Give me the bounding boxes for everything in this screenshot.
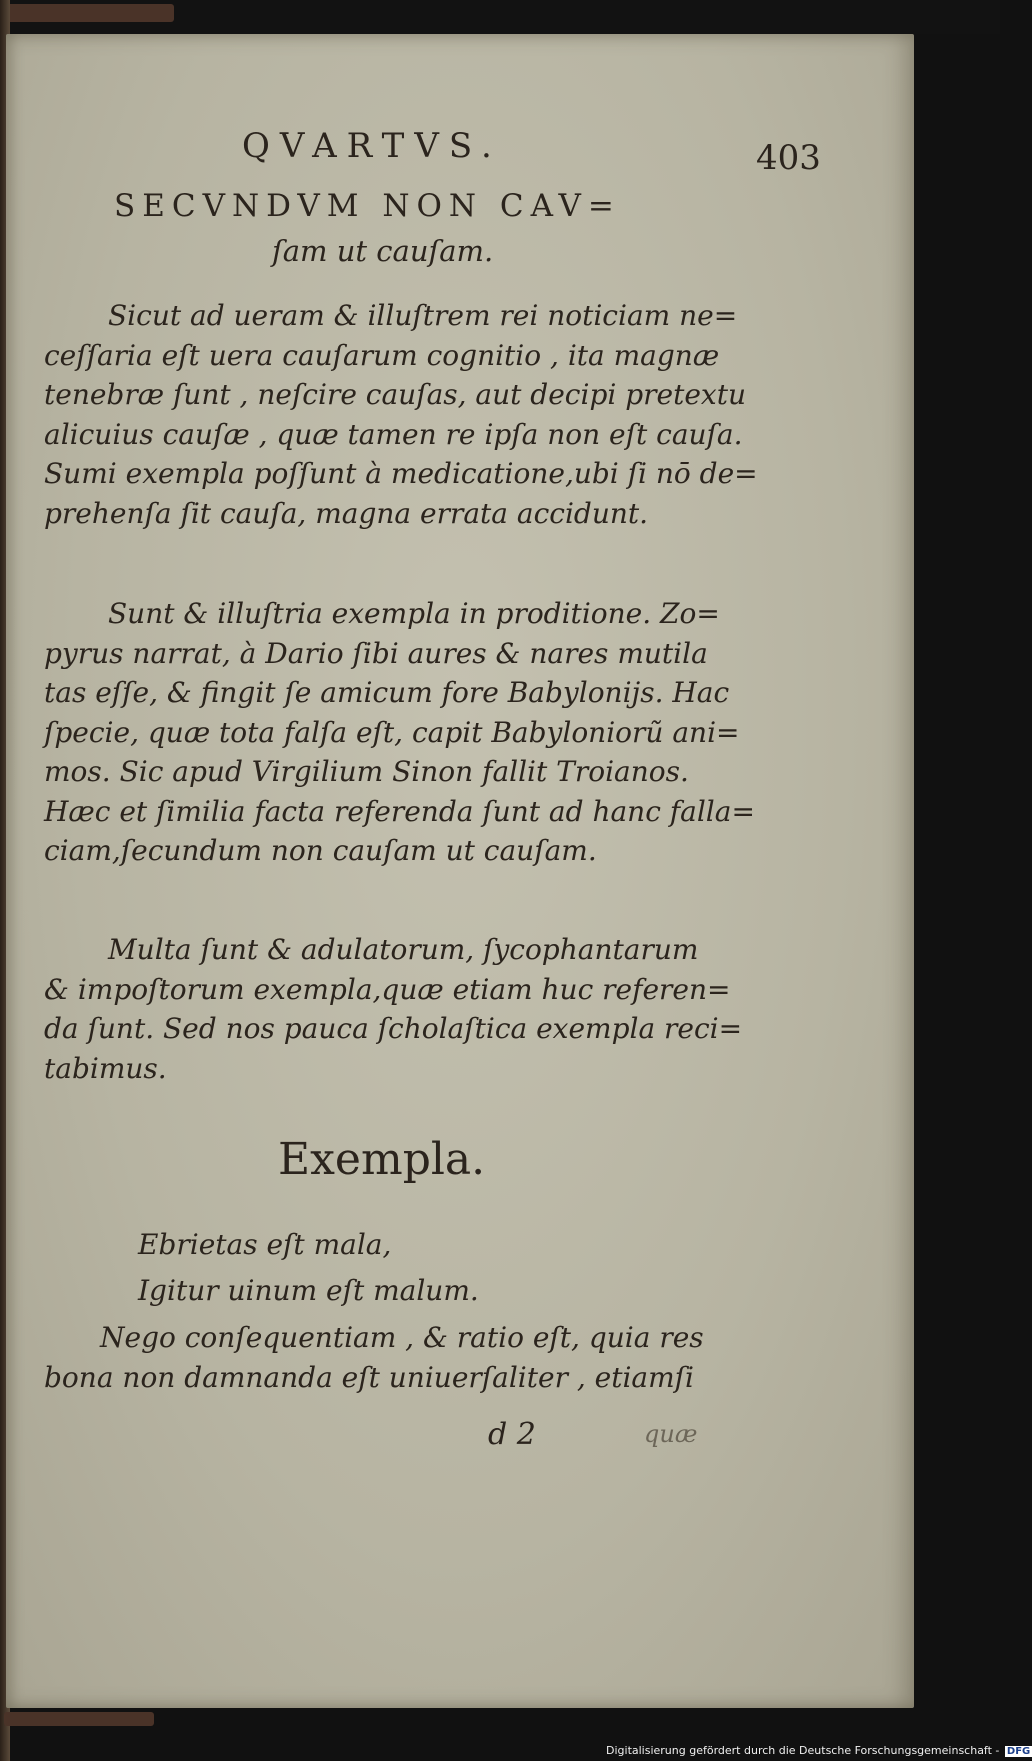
text-line: Sumi exempla poſſunt à medicatione,ubi ſi nō de= <box>44 457 758 490</box>
text-line: Nego conſequentiam , & ratio eſt, quia res <box>100 1321 704 1354</box>
text-line: da ſunt. Sed nos pauca ſcholaſtica exempla reci= <box>44 1012 743 1045</box>
dfg-logo: DFG <box>1006 1746 1031 1757</box>
text-line: ciam,ſecundum non cauſam ut cauſam. <box>44 834 597 867</box>
final-paragraph <box>44 1318 712 1397</box>
book-page <box>6 34 914 1708</box>
text-line: Sunt & illuſtria exempla in proditione. Zo= <box>108 597 720 630</box>
text-line: ſpecie, quæ tota falſa eſt, capit Babyloniorũ ani= <box>44 715 740 749</box>
text-line: prehenſa ſit cauſa, magna errata accidunt. <box>44 496 649 530</box>
binding-stain <box>4 4 174 22</box>
text-line: Hæc et ſimilia facta referenda ſunt ad hanc falla= <box>44 794 755 828</box>
binding-stain-bottom <box>4 1712 154 1726</box>
footer-text: Digitalisierung gefördert durch die Deutsche Forschungsgemeinschaft - <box>606 1744 1000 1757</box>
signature-mark: d 2 <box>488 1417 536 1452</box>
text-line: bona non damnanda eſt uniuerſaliter , etiamſi <box>44 1360 694 1394</box>
example-premise: Ebrietas eſt mala, <box>138 1228 392 1261</box>
text-line: mos. Sic apud Virgilium Sinon fallit Troianos. <box>44 755 689 788</box>
running-head: QVARTVS. <box>242 126 502 166</box>
text-line: ceſſaria eſt uera cauſarum cognitio , ita magnæ <box>44 338 720 372</box>
text-line: Multa ſunt & adulatorum, ſycophantarum <box>108 933 699 966</box>
top-dark-border <box>0 0 1000 34</box>
text-line: tabimus. <box>44 1051 167 1085</box>
paragraph-2 <box>44 594 755 871</box>
exempla-heading: Exempla. <box>278 1134 486 1185</box>
digitization-footer <box>606 1744 1032 1757</box>
text-line: tenebræ ſunt , neſcire cauſas, aut decipi pretextu <box>44 378 746 411</box>
text-line: & impoſtorum exempla,quæ etiam huc referen= <box>44 972 731 1006</box>
catchword: quæ <box>644 1420 698 1448</box>
paragraph-3 <box>44 930 743 1088</box>
text-line: pyrus narrat, à Dario ſibi aures & nares mutila <box>44 636 708 670</box>
page-number: 403 <box>756 138 821 178</box>
text-line: alicuius cauſæ , quæ tamen re ipſa non eſt cauſa. <box>44 417 743 451</box>
text-line: Sicut ad ueram & illuſtrem rei noticiam ne= <box>108 299 738 332</box>
paragraph-1 <box>44 296 758 533</box>
example-conclusion: Igitur uinum eſt malum. <box>138 1274 479 1307</box>
section-heading-line1: SECVNDVM NON CAV= <box>114 188 621 224</box>
section-heading-line2: ſam ut cauſam. <box>272 234 494 268</box>
text-line: tas eſſe, & fingit ſe amicum fore Babylonijs. Hac <box>44 676 730 709</box>
